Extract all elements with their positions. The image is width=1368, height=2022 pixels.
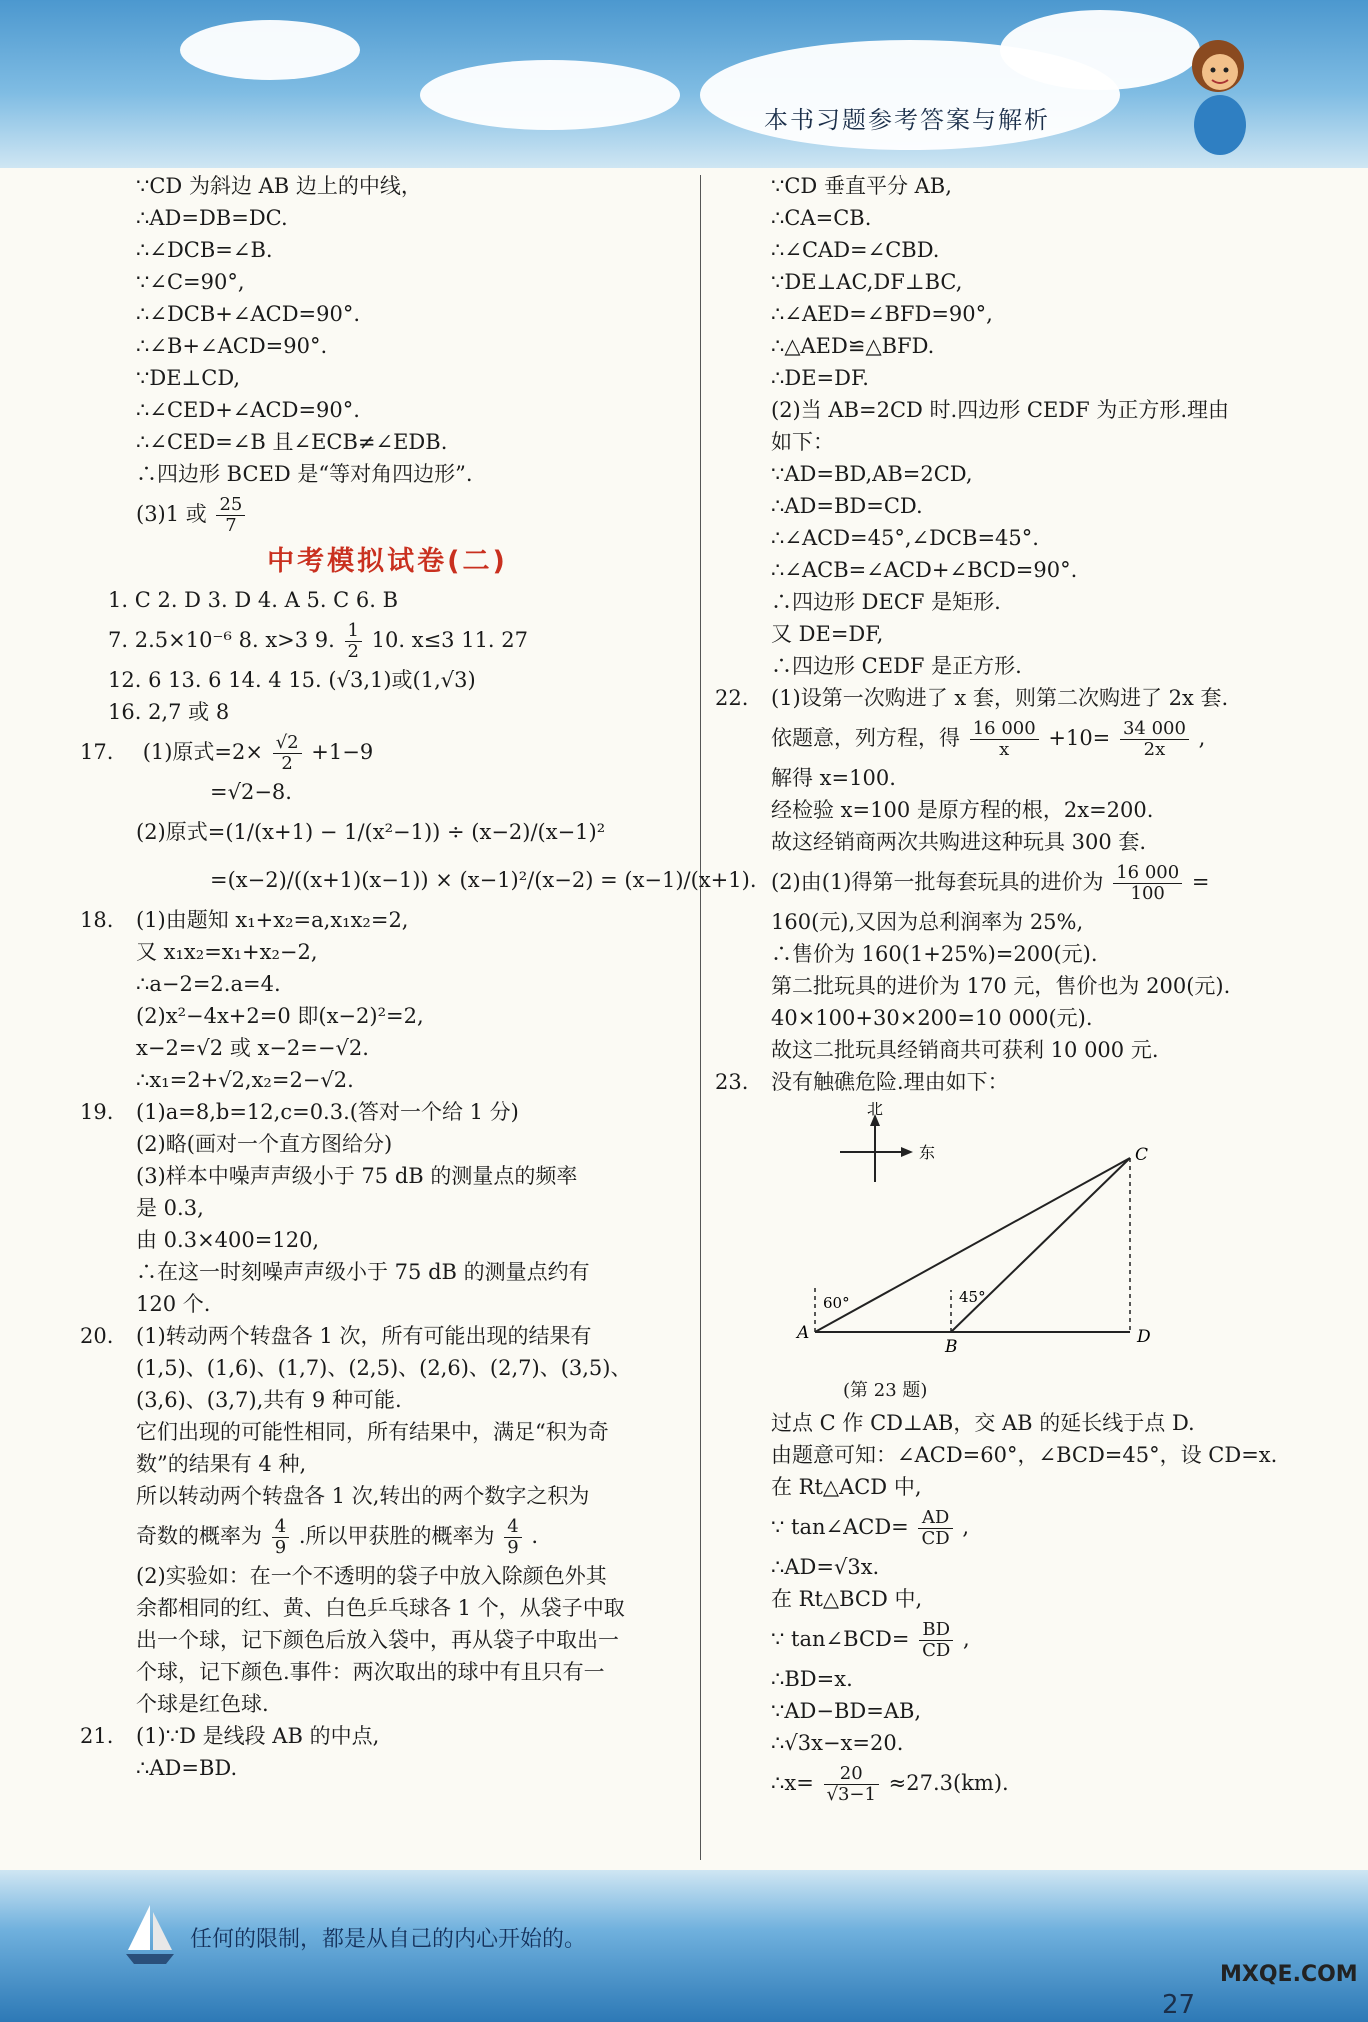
text-line: ∴x₁=2+√2,x₂=2−√2. xyxy=(136,1068,354,1092)
numerator: 16 000 xyxy=(1113,863,1182,884)
text-line: ∴△AED≌△BFD. xyxy=(771,334,935,358)
point-C-label: C xyxy=(1135,1145,1149,1165)
text-line: 1. C 2. D 3. D 4. A 5. C 6. B xyxy=(108,588,399,612)
question-number: 18. xyxy=(80,908,114,932)
angle-60-label: 60° xyxy=(823,1294,850,1312)
text-line: ∴售价为 160(1+25%)=200(元). xyxy=(771,942,1098,966)
text-fragment: 没有触礁危险.理由如下： xyxy=(771,1070,1009,1094)
denominator: CD xyxy=(921,1528,950,1549)
text-line: 数”的结果有 4 种, xyxy=(136,1452,307,1476)
question-number: 23. xyxy=(715,1070,749,1094)
text-line: (2)略(画对一个直方图给分) xyxy=(136,1132,393,1156)
numerator: 1 xyxy=(345,621,362,642)
text-line: ∴∠CED+∠ACD=90°. xyxy=(136,398,360,422)
east-arrow-icon xyxy=(901,1147,913,1157)
denominator: 2 xyxy=(281,753,293,774)
text-line: ∵DE⊥AC,DF⊥BC, xyxy=(771,270,963,294)
text-fragment: ∵ tan∠BCD= xyxy=(771,1627,910,1651)
text-line: (2)实验如：在一个不透明的袋子中放入除颜色外其 xyxy=(136,1564,607,1588)
text-line xyxy=(715,714,1325,762)
denominator: 9 xyxy=(274,1537,287,1558)
text-line: (2)当 AB=2CD 时.四边形 CEDF 为正方形.理由 xyxy=(771,398,1230,422)
text-line: ∵AD−BD=AB, xyxy=(771,1699,922,1723)
text-line: ∴DE=DF. xyxy=(771,366,869,390)
text-line: ∴四边形 DECF 是矩形. xyxy=(771,590,1001,614)
text-line xyxy=(80,728,695,776)
text-line: 在 Rt△BCD 中, xyxy=(771,1587,923,1611)
text-line: 由题意可知：∠ACD=60°，∠BCD=45°，设 CD=x. xyxy=(771,1443,1278,1467)
text-line xyxy=(80,1720,695,1752)
text-fragment: ∴x= xyxy=(771,1771,814,1795)
text-fragment: (2)由(1)得第一批每套玩具的进价为 xyxy=(771,870,1104,894)
denominator: CD xyxy=(922,1640,951,1661)
text-line: ∴a−2=2.a=4. xyxy=(136,972,281,996)
text-line: ∴BD=x. xyxy=(771,1667,853,1691)
text-line: x−2=√2 或 x−2=−√2. xyxy=(136,1036,369,1060)
text-line: 120 个. xyxy=(136,1292,211,1316)
text-line: 由 0.3×400=120, xyxy=(136,1228,320,1252)
text-line: (1,5)、(1,6)、(1,7)、(2,5)、(2,6)、(2,7)、(3,5)、 xyxy=(136,1356,632,1380)
footer-motto: 任何的限制，都是从自己的内心开始的。 xyxy=(190,1927,587,1952)
text-line: 第二批玩具的进价为 170 元，售价也为 200(元). xyxy=(771,974,1231,998)
question-number: 19. xyxy=(80,1100,114,1124)
text-line: 过点 C 作 CD⊥AB，交 AB 的延长线于点 D. xyxy=(771,1411,1195,1435)
sailboat-icon xyxy=(120,1900,180,1970)
right-column xyxy=(715,170,1325,1807)
fraction xyxy=(918,1508,952,1549)
cartoon-child-icon xyxy=(1160,30,1280,160)
numerator: 4 xyxy=(504,1517,521,1538)
numerator: 20 xyxy=(824,1764,879,1785)
text-fragment: (1)a=8,b=12,c=0.3.(答对一个给 1 分) xyxy=(136,1100,519,1124)
text-line: 余都相同的红、黄、白色乒乓球各 1 个，从袋子中取 xyxy=(136,1596,625,1620)
denominator: 7 xyxy=(225,515,237,536)
text-line: (3,6)、(3,7),共有 9 种可能. xyxy=(136,1388,402,1412)
fraction xyxy=(919,1620,953,1661)
fraction xyxy=(970,719,1039,760)
text-line: (2)原式=(1/(x+1) − 1/(x²−1)) ÷ (x−2)/(x−1)² xyxy=(136,820,606,844)
text-fragment: (1)设第一次购进了 x 套，则第二次购进了 2x 套. xyxy=(771,686,1229,710)
text-line: ∴AD=DB=DC. xyxy=(136,206,288,230)
angle-45-label: 45° xyxy=(959,1288,986,1306)
denominator: 2 xyxy=(347,641,359,662)
denominator: 100 xyxy=(1130,883,1165,904)
text-line xyxy=(80,904,695,936)
numerator: 34 000 xyxy=(1120,719,1189,740)
fraction xyxy=(345,621,362,662)
text-line: 12. 6 13. 6 14. 4 15. (√3,1)或(1,√3) xyxy=(108,668,476,692)
text-line xyxy=(80,1320,695,1352)
denominator: √3−1 xyxy=(826,1784,876,1805)
text-line: ∴∠ACD=45°,∠DCB=45°. xyxy=(771,526,1039,550)
text-line: 出一个球，记下颜色后放入袋中，再从袋子中取出一 xyxy=(136,1628,619,1652)
page-header-title: 本书习题参考答案与解析 xyxy=(764,106,1050,134)
denominator: 2x xyxy=(1143,739,1166,760)
text-line: ∴在这一时刻噪声声级小于 75 dB 的测量点约有 xyxy=(136,1260,590,1284)
text-line xyxy=(715,1615,1325,1663)
text-line: (3)样本中噪声声级小于 75 dB 的测量点的频率 xyxy=(136,1164,578,1188)
denominator: 9 xyxy=(507,1537,519,1558)
text-line: =√2−8. xyxy=(210,780,292,804)
text-line: ∴四边形 CEDF 是正方形. xyxy=(771,654,1022,678)
question-number: 22. xyxy=(715,686,749,710)
fraction xyxy=(824,1764,879,1805)
question-number: 17. xyxy=(80,740,114,764)
text-line: 解得 x=100. xyxy=(771,766,896,790)
text-fragment: (1)转动两个转盘各 1 次，所有可能出现的结果有 xyxy=(136,1324,592,1348)
geometry-diagram xyxy=(755,1102,1175,1362)
text-line: 所以转动两个转盘各 1 次,转出的两个数字之积为 xyxy=(136,1484,590,1508)
text-line: 故这二批玩具经销商共可获利 10 000 元. xyxy=(771,1038,1159,1062)
text-line xyxy=(715,1759,1325,1807)
text-line xyxy=(80,490,695,538)
text-line: ∴CA=CB. xyxy=(771,206,872,230)
text-line xyxy=(80,616,695,664)
text-fragment: 7. 2.5×10⁻⁶ 8. x>3 9. xyxy=(108,628,335,652)
text-line: 故这经销商两次共购进这种玩具 300 套. xyxy=(771,830,1147,854)
text-line: ∴∠ACB=∠ACD+∠BCD=90°. xyxy=(771,558,1078,582)
numerator: 25 xyxy=(216,495,245,516)
watermark: MXQE.COM xyxy=(1220,1962,1358,1987)
numerator: 16 000 xyxy=(970,719,1039,740)
text-fragment: (1)原式=2× xyxy=(142,740,263,764)
denominator: x xyxy=(999,739,1010,760)
text-line xyxy=(80,1512,695,1560)
text-line xyxy=(715,1503,1325,1551)
text-fragment: 奇数的概率为 xyxy=(136,1524,262,1548)
point-A-label: A xyxy=(797,1323,810,1343)
text-fragment: 依题意，列方程，得 xyxy=(771,726,960,750)
column-divider xyxy=(700,175,701,1860)
numerator: BD xyxy=(919,1620,953,1641)
fraction xyxy=(504,1517,521,1558)
text-line xyxy=(715,858,1325,906)
text-line: ∴√3x−x=20. xyxy=(771,1731,904,1755)
text-line: 如下： xyxy=(771,430,834,454)
text-fragment: ∵ tan∠ACD= xyxy=(771,1515,909,1539)
text-line: 它们出现的可能性相同，所有结果中，满足“积为奇 xyxy=(136,1420,609,1444)
text-fragment: (3)1 或 xyxy=(136,502,207,526)
header-banner xyxy=(0,0,1368,168)
text-line: ∴∠CED=∠B 且∠ECB≠∠EDB. xyxy=(136,430,448,454)
page-number: 27 xyxy=(1162,1990,1196,2020)
text-line: ∵CD 垂直平分 AB, xyxy=(771,174,952,198)
point-B-label: B xyxy=(945,1337,958,1357)
point-D-label: D xyxy=(1137,1327,1151,1347)
north-label: 北 xyxy=(867,1102,884,1118)
cloud-decoration xyxy=(180,20,360,80)
footer-banner xyxy=(0,1870,1368,2022)
text-line: 又 x₁x₂=x₁+x₂−2, xyxy=(136,940,318,964)
text-line: ∴AD=BD=CD. xyxy=(771,494,923,518)
fraction xyxy=(216,495,245,536)
text-line: (2)x²−4x+2=0 即(x−2)²=2, xyxy=(136,1004,424,1028)
figure-caption: (第 23 题) xyxy=(843,1380,928,1401)
text-line: 40×100+30×200=10 000(元). xyxy=(771,1006,1093,1030)
text-line: ∴∠DCB=∠B. xyxy=(136,238,273,262)
numerator: AD xyxy=(918,1508,952,1529)
text-line: ∵∠C=90°, xyxy=(136,270,245,294)
text-line: ∴AD=√3x. xyxy=(771,1555,880,1579)
cloud-decoration xyxy=(420,60,680,130)
text-fragment: (1)由题知 x₁+x₂=a,x₁x₂=2, xyxy=(136,908,409,932)
text-fragment: ≈27.3(km). xyxy=(888,1771,1009,1795)
text-fragment: +10= xyxy=(1048,726,1111,750)
numerator: √2 xyxy=(273,733,302,754)
text-line xyxy=(80,1096,695,1128)
text-fragment: (1)∵D 是线段 AB 的中点, xyxy=(136,1724,380,1748)
text-line: ∴AD=BD. xyxy=(136,1756,238,1780)
text-line: 个球是红色球. xyxy=(136,1692,269,1716)
text-line: 16. 2,7 或 8 xyxy=(108,700,230,724)
text-line: ∴四边形 BCED 是“等对角四边形”. xyxy=(136,462,473,486)
text-line: 个球，记下颜色.事件：两次取出的球中有且只有一 xyxy=(136,1660,605,1684)
fraction xyxy=(273,733,302,774)
text-line xyxy=(715,682,1325,714)
text-line xyxy=(715,1066,1325,1098)
fraction xyxy=(1120,719,1189,760)
fraction xyxy=(1113,863,1182,904)
text-line: 经检验 x=100 是原方程的根，2x=200. xyxy=(771,798,1154,822)
text-fragment: = xyxy=(1191,870,1210,894)
text-line: 在 Rt△ACD 中, xyxy=(771,1475,922,1499)
text-fragment: +1−9 xyxy=(311,740,374,764)
text-fragment: 10. x≤3 11. 27 xyxy=(371,628,528,652)
east-label: 东 xyxy=(919,1143,936,1162)
text-line: ∴∠CAD=∠CBD. xyxy=(771,238,940,262)
text-line: 又 DE=DF, xyxy=(771,622,884,646)
section-title: 中考模拟试卷(二) xyxy=(267,546,508,577)
text-line: ∵DE⊥CD, xyxy=(136,366,241,390)
question-number: 20. xyxy=(80,1324,114,1348)
text-line: 是 0.3, xyxy=(136,1196,204,1220)
text-fragment: .所以甲获胜的概率为 xyxy=(298,1524,495,1548)
text-line: 160(元),又因为总利润率为 25%, xyxy=(771,910,1084,934)
question-number: 21. xyxy=(80,1724,114,1748)
text-line: ∵CD 为斜边 AB 边上的中线， xyxy=(136,174,422,198)
numerator: 4 xyxy=(272,1517,289,1538)
text-fragment: . xyxy=(531,1524,539,1548)
text-fragment: , xyxy=(962,1515,970,1539)
text-fragment: , xyxy=(1198,726,1206,750)
text-line: ∴∠B+∠ACD=90°. xyxy=(136,334,328,358)
text-line: ∴∠DCB+∠ACD=90°. xyxy=(136,302,361,326)
text-line: ∵AD=BD,AB=2CD, xyxy=(771,462,973,486)
text-fragment: , xyxy=(963,1627,970,1651)
fraction xyxy=(272,1517,289,1558)
text-line: ∴∠AED=∠BFD=90°, xyxy=(771,302,993,326)
text-line: =(x−2)/((x+1)(x−1)) × (x−1)²/(x−2) = (x−1)/(x+1). xyxy=(210,868,757,892)
